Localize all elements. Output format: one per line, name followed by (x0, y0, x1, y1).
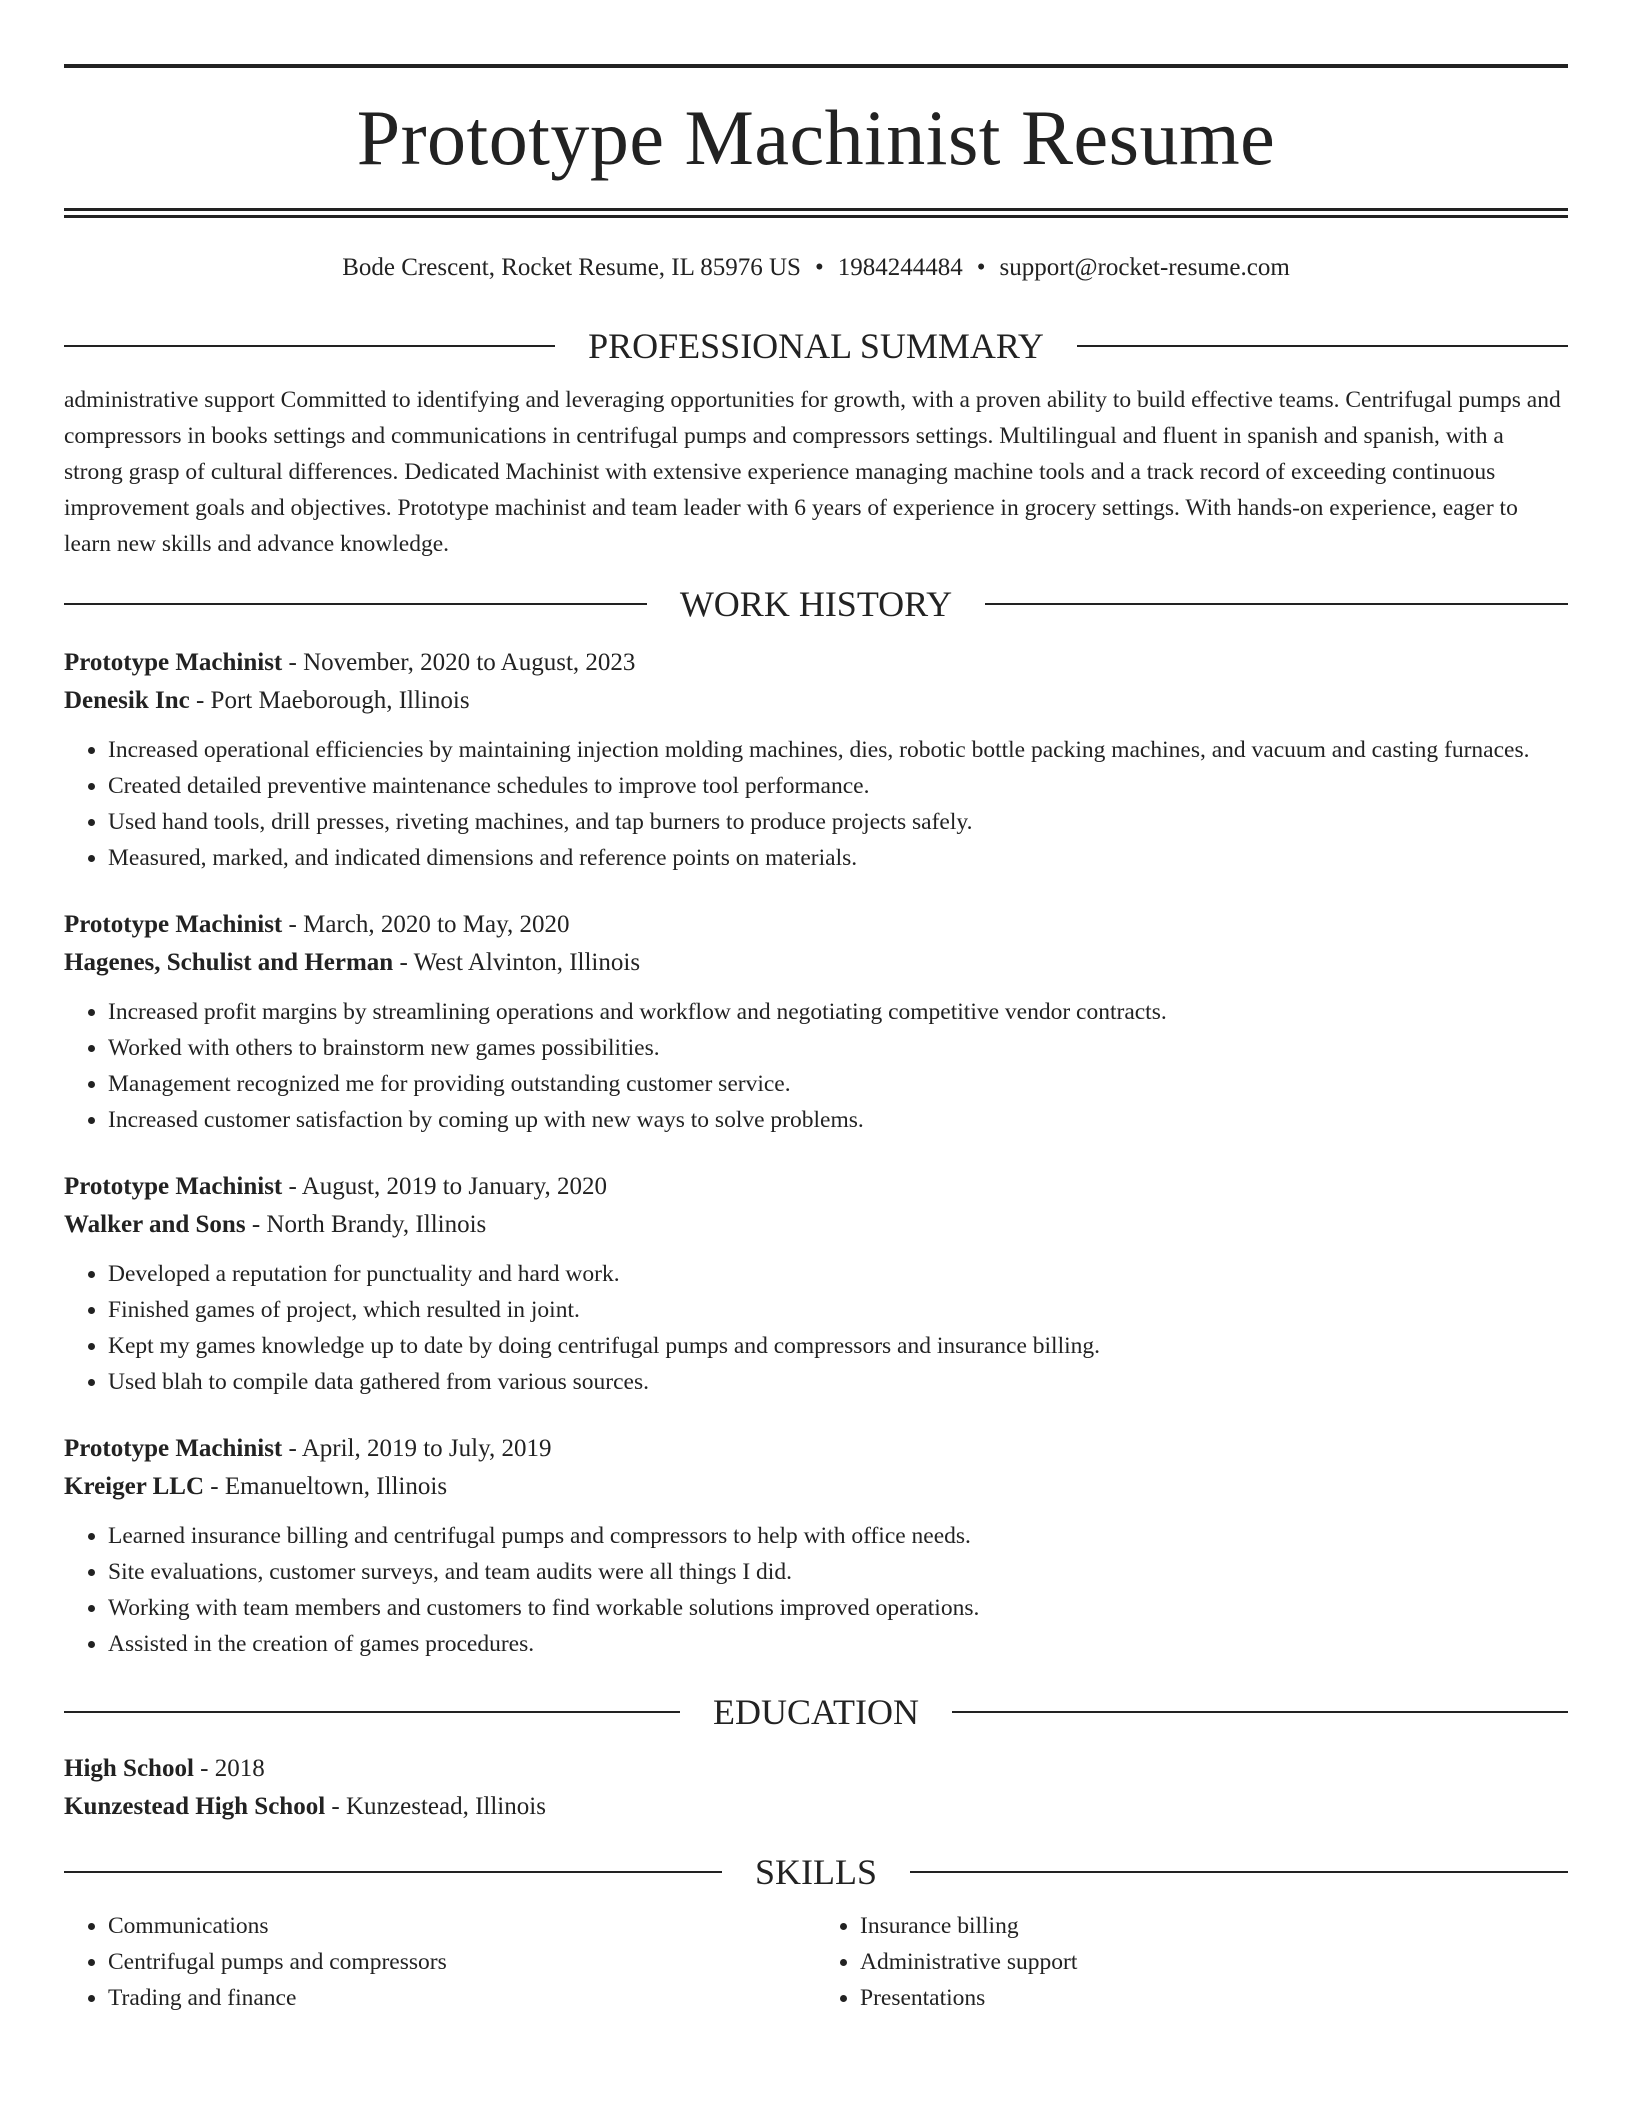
job-title-line (64, 906, 1568, 944)
contact-email[interactable]: support@rocket-resume.com (999, 254, 1290, 281)
job-bullets (64, 1518, 1568, 1662)
job-bullet: • Increased operational efficiencies by maintaining injection molding machines, dies, robotic bottle packing machines, and vacuum and casting furnaces. (108, 732, 1568, 768)
job-title-line (64, 1430, 1568, 1468)
job-bullet: • Assisted in the creation of games procedures. (108, 1626, 1568, 1662)
education-school: Kunzestead High School (64, 1793, 326, 1820)
job-dates: - November, 2020 to August, 2023 (282, 649, 636, 676)
top-rule (64, 64, 1568, 68)
job-location: - Port Maeborough, Illinois (189, 687, 470, 714)
job-entry (64, 1430, 1568, 1662)
job-bullet: • Increased profit margins by streamlining operations and workflow and negotiating competitive vendor contracts. (108, 994, 1568, 1030)
contact-phone: 1984244484 (837, 254, 963, 281)
contact-separator: • (814, 254, 824, 281)
job-bullet: • Kept my games knowledge up to date by doing centrifugal pumps and compressors and insurance billing. (108, 1328, 1568, 1364)
skill-item: • Trading and finance (108, 1980, 816, 2016)
education-degree: High School (64, 1755, 194, 1782)
job-title: Prototype Machinist (64, 911, 283, 938)
section-title-skills: SKILLS (755, 1852, 878, 1892)
job-bullets (64, 1256, 1568, 1400)
job-title-line (64, 644, 1568, 682)
contact-line (64, 252, 1568, 284)
section-rule (64, 603, 647, 605)
job-title: Prototype Machinist (64, 1173, 283, 1200)
job-company: Denesik Inc (64, 687, 190, 714)
job-bullet: • Created detailed preventive maintenance schedules to improve tool performance. (108, 768, 1568, 804)
job-title: Prototype Machinist (64, 1435, 283, 1462)
job-bullet: • Working with team members and customers to find workable solutions improved operations. (108, 1590, 1568, 1626)
contact-address: Bode Crescent, Rocket Resume, IL 85976 US (342, 254, 801, 281)
skill-item: • Communications (108, 1908, 816, 1944)
resume-page (64, 64, 1568, 2016)
job-entry (64, 906, 1568, 1138)
title-double-rule (64, 208, 1568, 218)
job-company-line (64, 944, 1568, 982)
job-bullet: • Learned insurance billing and centrifugal pumps and compressors to help with office needs. (108, 1518, 1568, 1554)
skill-item: • Presentations (860, 1980, 1568, 2016)
job-bullet: • Site evaluations, customer surveys, and team audits were all things I did. (108, 1554, 1568, 1590)
job-bullet: • Worked with others to brainstorm new games possibilities. (108, 1030, 1568, 1066)
job-bullet: • Used blah to compile data gathered from various sources. (108, 1364, 1568, 1400)
section-header-work (64, 582, 1568, 626)
job-bullet: • Developed a reputation for punctuality and hard work. (108, 1256, 1568, 1292)
job-dates: - March, 2020 to May, 2020 (282, 911, 570, 938)
job-company: Walker and Sons (64, 1211, 246, 1238)
contact-separator: • (976, 254, 986, 281)
job-bullet: • Management recognized me for providing outstanding customer service. (108, 1066, 1568, 1102)
section-title-education: EDUCATION (713, 1692, 919, 1732)
job-company-line (64, 1468, 1568, 1506)
skills-left-list (64, 1908, 816, 2016)
job-location: - Emanueltown, Illinois (204, 1473, 448, 1500)
job-company: Kreiger LLC (64, 1473, 205, 1500)
job-location: - West Alvinton, Illinois (393, 949, 641, 976)
section-header-skills (64, 1850, 1568, 1894)
section-header-education (64, 1690, 1568, 1734)
job-entry (64, 1168, 1568, 1400)
skills-right-list (816, 1908, 1568, 2016)
job-bullet: • Used hand tools, drill presses, riveting machines, and tap burners to produce projects safely. (108, 804, 1568, 840)
section-header-summary (64, 324, 1568, 368)
job-company: Hagenes, Schulist and Herman (64, 949, 394, 976)
education-degree-line (64, 1750, 1568, 1788)
education-school-line (64, 1788, 1568, 1826)
job-bullet: • Increased customer satisfaction by coming up with new ways to solve problems. (108, 1102, 1568, 1138)
job-dates: - August, 2019 to January, 2020 (282, 1173, 608, 1200)
section-title-work: WORK HISTORY (679, 584, 953, 624)
job-entry (64, 644, 1568, 876)
section-title-summary: PROFESSIONAL SUMMARY (588, 326, 1044, 366)
section-rule (1077, 345, 1568, 347)
section-rule (64, 1711, 680, 1713)
job-company-line (64, 682, 1568, 720)
resume-title: Prototype Machinist Resume (356, 94, 1276, 181)
skill-item: • Centrifugal pumps and compressors (108, 1944, 816, 1980)
section-rule (952, 1711, 1568, 1713)
section-rule (64, 345, 555, 347)
job-title-line (64, 1168, 1568, 1206)
job-location: - North Brandy, Illinois (245, 1211, 487, 1238)
skill-item: • Insurance billing (860, 1908, 1568, 1944)
job-bullets (64, 732, 1568, 876)
job-title: Prototype Machinist (64, 649, 283, 676)
job-dates: - April, 2019 to July, 2019 (282, 1435, 552, 1462)
job-bullet: • Finished games of project, which resulted in joint. (108, 1292, 1568, 1328)
skills-columns (64, 1904, 1568, 2016)
section-rule (985, 603, 1568, 605)
section-rule (64, 1871, 722, 1873)
job-bullet: • Measured, marked, and indicated dimensions and reference points on materials. (108, 840, 1568, 876)
professional-summary: administrative support Committed to identifying and leveraging opportunities for growth, with a proven ability to build effective teams. Centrifugal pumps and compressors in books settings and communications in centrifugal pumps and compressors settings. Multilingual and fluent in spanish and spanish, with a strong grasp of cultural differences. Dedicated Machinist with extensive experience managing machine tools and a track record of exceeding continuous improvement goals and objectives. Prototype machinist and team leader with 6 years of experience in grocery settings. With hands-on experience, eager to learn new skills and advance knowledge. (64, 387, 1561, 557)
job-company-line (64, 1206, 1568, 1244)
education-year: - 2018 (193, 1755, 265, 1782)
section-rule (910, 1871, 1568, 1873)
education-location: - Kunzestead, Illinois (325, 1793, 546, 1820)
job-bullets (64, 994, 1568, 1138)
skill-item: • Administrative support (860, 1944, 1568, 1980)
